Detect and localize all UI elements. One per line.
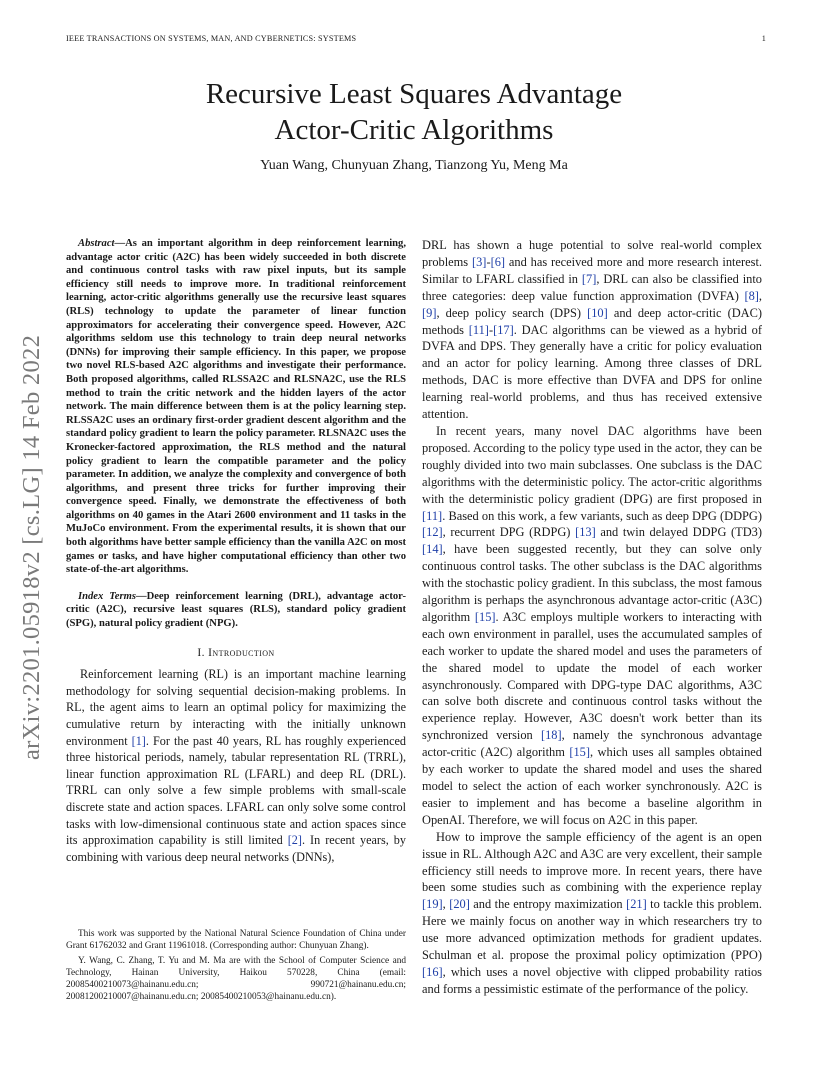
text-run: . For the past 40 years, RL has roughly experienced three historical periods, namely, tabular representation RL (TRRL), linear function approximation RL (LFARL) and deep RL (DRL). TRRL can only solve a few simple problems with small-scale discrete state and action spaces. LFARL can only solve some control tasks with low-dimensional continuous state and action spaces since its approximation capability is still limited (66, 733, 406, 848)
text-run: , DRL can also be classified into three categories: deep value function approximation (DVFA) (422, 271, 763, 303)
citation-link[interactable]: [11] (468, 322, 489, 337)
text-run: In recent years, many novel DAC algorithms have been proposed. According to the policy type used in the actor, they can be roughly divided into two main subclasses. One subclass is the DAC algorithms with the deterministic policy. The actor-critic algorithms with the deterministic policy gradient (DPG) are first proposed in (422, 423, 762, 506)
section-heading-introduction: I. Introduction (197, 646, 275, 659)
citation-link[interactable]: [3] (471, 254, 487, 269)
text-run: , which uses a novel objective with clipped probability ratios and forms a pessimistic estimate of the performance of the policy. (422, 964, 762, 996)
arxiv-stamp: arXiv:2201.05918v2 [cs.LG] 14 Feb 2022 (18, 334, 45, 760)
citation-link[interactable]: [18] (540, 728, 562, 743)
citation-link[interactable]: [10] (587, 305, 608, 320)
text-run: , deep policy search (DPS) (436, 305, 588, 320)
page-number: 1 (761, 34, 766, 43)
citation-link[interactable]: [16] (422, 964, 443, 979)
citation-link[interactable]: [15] (474, 609, 496, 624)
footnote-affiliation: Y. Wang, C. Zhang, T. Yu and M. Ma are with the School of Computer Science and Technology, Hainan University, Haikou 570228, China (email: 20085400210073@hainanu.edu.cn; 990721@hainanu.edu.cn; 20081200210007@hainanu.edu.cn; 20085400210053@hainanu.edu.cn). (66, 956, 406, 1002)
intro-paragraph-1 (66, 666, 406, 865)
text-run: . DAC algorithms can be viewed as a hybrid of DVFA and DPS. They generally have a critic for policy evaluation and an actor for policy learning. Among three classes of DRL methods, DAC is more effective than DVFA and DPS for online learning real-world problems, and thus has received extensive attention. (422, 322, 762, 422)
citation-link[interactable]: [7] (581, 271, 597, 286)
index-terms-lead: Index Terms (78, 590, 136, 602)
citation-link[interactable]: [2] (287, 833, 302, 848)
paper-title (0, 76, 828, 148)
citation-link[interactable]: [15] (569, 745, 590, 760)
index-terms (66, 590, 406, 631)
text-run: . A3C employs multiple workers to interacting with each own environment in parallel, uses the accumulated samples of each worker to update the shared model and uses the parameters of the shared model to update the model of each worker asynchronously. Compared with DPG-type DAC algorithms, A3C can solve both discrete and continuous control tasks without the experience replay. However, A3C doesn't work better than its synchronized version (422, 609, 762, 743)
text-run: and deep actor-critic (DAC) methods (422, 305, 762, 337)
citation-link[interactable]: [9] (422, 305, 437, 320)
abstract (66, 237, 406, 577)
citation-link[interactable]: [13] (575, 525, 596, 540)
text-run: , (442, 897, 450, 912)
citation-link[interactable]: [8] (744, 288, 759, 303)
text-run: , namely the synchronous advantage actor-critic (A2C) algorithm (422, 728, 762, 760)
text-run: and twin delayed DDPG (TD3) (595, 525, 762, 540)
text-run: to tackle this problem. Here we mainly focus on another way in which researchers try to use more advanced optimization methods for gradient updates. Schulman et al. propose the proximal policy optimization (PPO) (422, 897, 763, 963)
citation-link[interactable]: [20] (449, 897, 470, 912)
footnote-funding: This work was supported by the National Natural Science Foundation of China under Grant 61762032 and Grant 11961018. (Corresponding author: Chunyuan Zhang). (66, 929, 406, 951)
text-run: - (486, 254, 491, 269)
text-run: . In recent years, by combining with various deep neural networks (DNNs), (66, 833, 406, 864)
title-line-1: Recursive Least Squares Advantage (205, 78, 623, 110)
text-run: . Based on this work, a few variants, such as deep DPG (DDPG) (442, 508, 762, 523)
citation-link[interactable]: [17] (493, 322, 514, 337)
citation-link[interactable]: [11] (422, 508, 443, 523)
left-column (66, 237, 406, 865)
footnotes (66, 928, 406, 1006)
text-run: , which uses all samples obtained by each worker to update the shared model and uses the shared model to select the action of each worker synchronously. A2C is easier to implement and has become a baseline algorithm in OpenAI. Therefore, we will focus on A2C in this paper. (422, 745, 762, 827)
citation-link[interactable]: [6] (490, 254, 506, 269)
text-run: Reinforcement learning (RL) is an important machine learning methodology for solving sequential decision-making problems. In RL, the agent aims to learn an optimal policy for maximizing the cumulative return by interacting with the initially unknown environment (66, 667, 406, 748)
text-run: DRL has shown a huge potential to solve real-world complex problems (422, 238, 762, 269)
citation-link[interactable]: [14] (422, 542, 443, 557)
citation-link[interactable]: [12] (422, 525, 443, 540)
right-column (422, 237, 762, 998)
text-run: - (488, 322, 494, 337)
text-run: and the entropy maximization (469, 897, 627, 912)
text-run: , recurrent DPG (RDPG) (442, 525, 576, 540)
index-terms-text: —Deep reinforcement learning (DRL), advantage actor-critic (A2C), recursive least squares (RLS), standard policy gradient (SPG), natural policy gradient (NPG). (66, 590, 406, 630)
text-run: , have been suggested recently, but they can solve only continuous control tasks. The other subclass is the DAC algorithms with the stochastic policy gradient. In this subclass, the most famous algorithm is perhaps the asynchronous advantage actor-critic (A3C) algorithm (422, 542, 762, 624)
citation-link[interactable]: [19] (422, 897, 443, 912)
citation-link[interactable]: [21] (626, 897, 647, 912)
text-run: and has received more and more research interest. Similar to LFARL classified in (422, 254, 762, 286)
text-run: How to improve the sample efficiency of the agent is an open issue in RL. Although A2C and A3C are very excellent, their sample efficiency still needs to improve more. In recent years, there have been some studies such as combining with the experience replay (422, 829, 762, 895)
title-line-2: Actor-Critic Algorithms (274, 114, 554, 146)
intro-paragraph-3 (422, 829, 762, 998)
abstract-text: —As an important algorithm in deep reinforcement learning, advantage actor critic (A2C) has been widely succeeded in both discrete and continuous control tasks with raw pixel inputs, but its sample efficiency still needs to improve more. In traditional reinforcement learning, actor-critic algorithms generally use the recursive least squares (RLS) technology to update the parameter of linear function approximators for accelerating their convergence speed. However, A2C algorithms seldom use this technology to train deep neural networks (DNNs) for improving their sample efficiency. In this paper, we propose two novel RLS-based A2C algorithms and investigate their performance. Both proposed algorithms, called RLSSA2C and RLSNA2C, use the RLS method to train the critic network and the hidden layers of the actor network. The main difference between them is at the policy learning step. RLSSA2C uses an ordinary first-order gradient descent algorithm and the standard policy gradient to learn the policy parameter. RLSNA2C uses the Kronecker-factored approximation, the RLS method and the natural policy gradient to learn the compatible parameter and the policy parameter. In addition, we analyze the complexity and convergence of both algorithms, and present three tricks for further improving their convergence speed. Finally, we demonstrate the effectiveness of both algorithms on 40 games in the Atari 2600 environment and 11 tasks in the MuJoCo environment. From the experimental results, it is shown that our both algorithms have better sample efficiency than the vanilla A2C on most games or tasks, and have higher computational efficiency than other two state-of-the-art algorithms. (66, 238, 406, 576)
journal-name: IEEE TRANSACTIONS ON SYSTEMS, MAN, AND CYBERNETICS: SYSTEMS (66, 34, 357, 43)
text-run: , (758, 288, 762, 303)
intro-paragraph-2 (422, 423, 762, 829)
citation-link[interactable]: [1] (131, 733, 146, 748)
abstract-lead: Abstract (78, 238, 115, 249)
author-list: Yuan Wang, Chunyuan Zhang, Tianzong Yu, Meng Ma (260, 158, 568, 173)
intro-paragraph-1-continued (422, 237, 762, 423)
